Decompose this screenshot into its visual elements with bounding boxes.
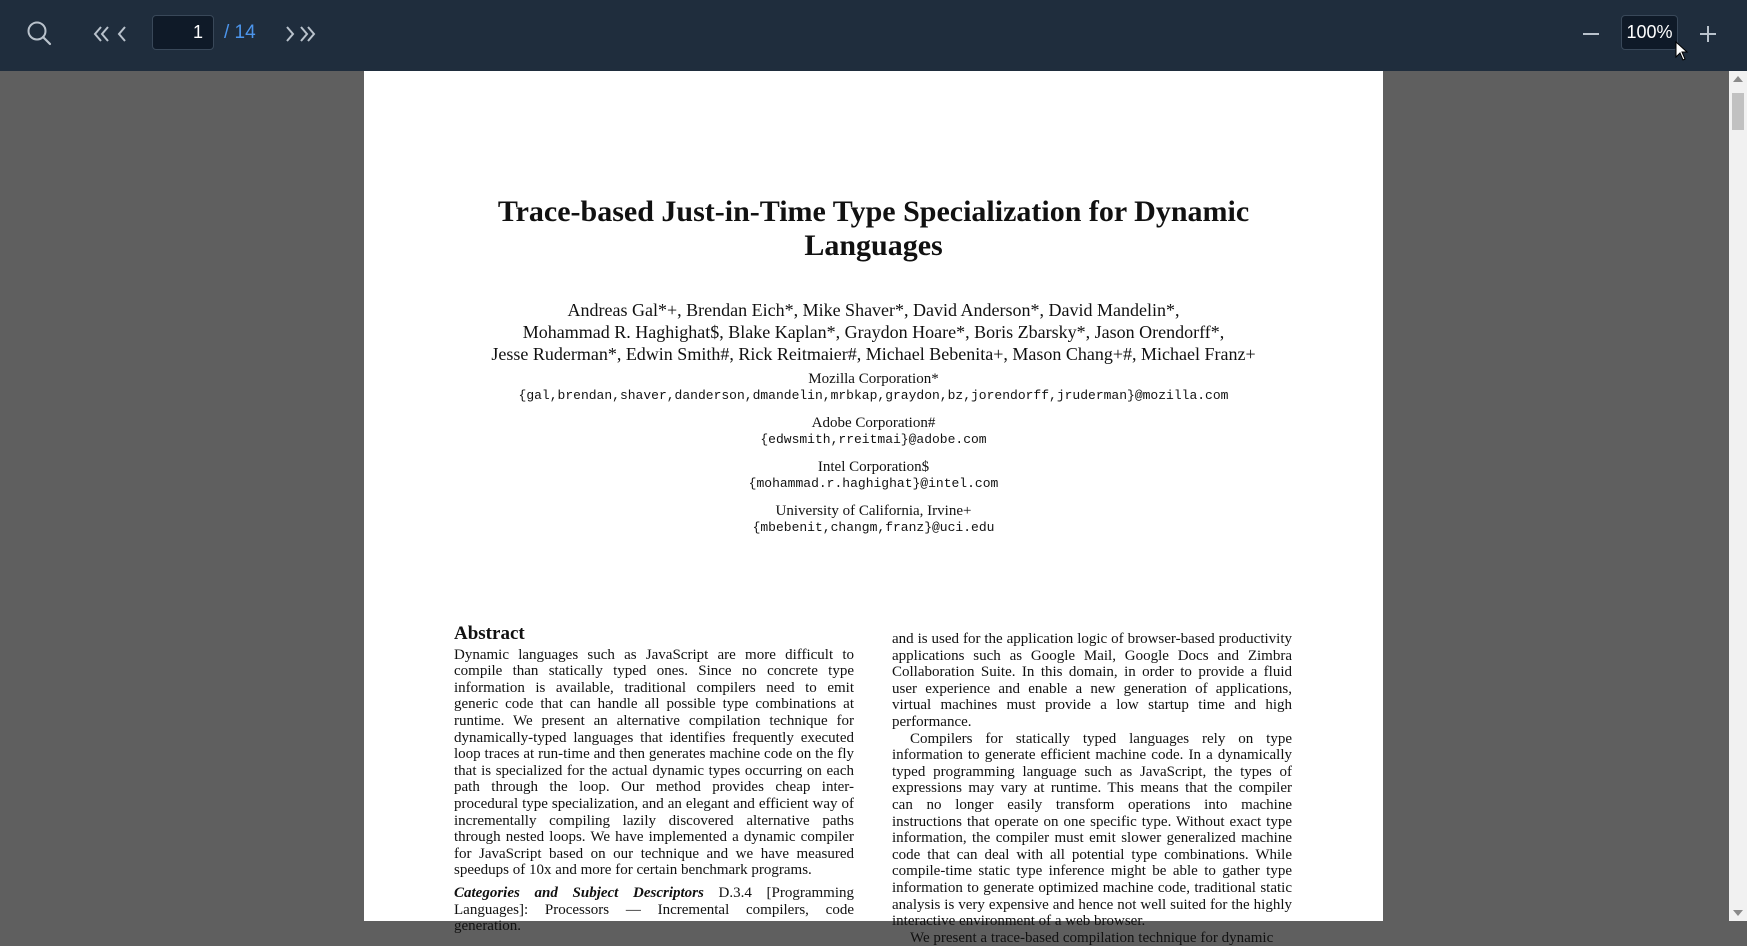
affiliation-intel — [364, 458, 1383, 491]
affiliation-email: {edwsmith,rreitmai}@adobe.com — [760, 432, 987, 447]
affiliation-name: University of California, Irvine+ — [775, 503, 972, 519]
intro-paragraph: and is used for the application logic of browser-based productivity applications such as Google Mail, Google Docs and Zimbra Collaboration Suite. In this domain, in order to provide a fluid user experience and enable a new generation of applications, virtual machines must provide a low startup time and high performance. — [892, 631, 1292, 730]
author-list — [364, 299, 1383, 365]
zoom-in-icon[interactable] — [1694, 20, 1722, 48]
vertical-scrollbar[interactable] — [1729, 71, 1747, 921]
affiliation-email: {mohammad.r.haghighat}@intel.com — [748, 476, 999, 491]
title-line-2: Languages — [804, 229, 943, 262]
page-number-input[interactable] — [152, 15, 214, 50]
scrollbar-thumb[interactable] — [1732, 93, 1744, 130]
search-icon[interactable] — [22, 16, 58, 52]
intro-paragraph: We present a trace-based compilation technique for dynamic — [910, 929, 1274, 946]
categories-text: D.3.4 [Programming Languages]: Processors — Incremental compilers, code generation. — [454, 884, 855, 935]
scroll-up-arrow-icon[interactable] — [1733, 76, 1743, 82]
affiliation-name: Mozilla Corporation* — [808, 371, 939, 387]
zoom-level-field[interactable]: 100% — [1621, 15, 1678, 50]
pdf-page — [364, 71, 1383, 946]
first-page-icon[interactable] — [91, 22, 113, 46]
authors-line: Jesse Ruderman*, Edwin Smith#, Rick Reitmaier#, Michael Bebenita+, Mason Chang+#, Michael Franz+ — [491, 344, 1256, 364]
affiliation-adobe — [364, 414, 1383, 447]
title-line-1: Trace-based Just-in-Time Type Specialization for Dynamic — [497, 195, 1250, 228]
affiliation-email: {mbebenit,changm,franz}@uci.edu — [752, 520, 995, 535]
zoom-out-icon[interactable] — [1577, 20, 1605, 48]
right-column — [892, 631, 1292, 946]
categories-label: Categories and Subject Descriptors — [454, 884, 704, 901]
last-page-icon[interactable] — [296, 22, 318, 46]
abstract-text: Dynamic languages such as JavaScript are more difficult to compile than statically typed ones. Since no concrete type information is available, traditional compilers need to emit generic code that can handle all possible type combinations at runtime. We present an alternative compilation technique for dynamically-typed languages that identifies frequently executed loop traces at run-time and then generates machine code on the fly that is specialized for the actual dynamic types occurring on each path through the loop. Our method provides cheap inter-procedural type specialization, and an elegant and efficient way of incrementally compiling lazily discovered alternative paths through nested loops. We have implemented a dynamic compiler for JavaScript based on our technique and we have measured speedups of 10x and more for certain benchmark programs. — [454, 646, 854, 879]
affiliation-name: Intel Corporation$ — [817, 459, 930, 475]
mouse-cursor-icon — [1675, 41, 1689, 66]
previous-page-icon[interactable] — [111, 22, 133, 46]
paper-title — [364, 195, 1383, 263]
intro-paragraph: Compilers for statically typed languages rely on type information to generate efficient machine code. In a dynamically typed programming language such as JavaScript, the types of expressions may vary at runtime. This means that the compiler can no longer easily transform operations into machine instructions that operate on one specific type. Without exact type information, the compiler must emit slower generalized machine code that can deal with all potential type combinations. While compile-time static type inference might be able to gather type information to generate optimized machine code, traditional static analysis is very expensive and hence not well suited for the highly interactive environment of a web browser. — [892, 730, 1292, 930]
affiliation-mozilla — [364, 370, 1383, 403]
scroll-down-arrow-icon[interactable] — [1733, 910, 1743, 916]
categories-paragraph — [454, 885, 854, 935]
affiliation-uci — [364, 502, 1383, 535]
pdf-toolbar — [0, 0, 1747, 71]
abstract-heading: Abstract — [454, 623, 525, 644]
affiliation-name: Adobe Corporation# — [811, 415, 936, 431]
page-total: / 14 — [224, 22, 256, 43]
affiliation-email: {gal,brendan,shaver,danderson,dmandelin,mrbkap,graydon,bz,jorendorff,jruderman}@mozilla.com — [518, 388, 1229, 403]
authors-line: Mohammad R. Haghighat$, Blake Kaplan*, Graydon Hoare*, Boris Zbarsky*, Jason Orendorff*, — [522, 322, 1225, 342]
left-column — [454, 623, 855, 935]
authors-line: Andreas Gal*+, Brendan Eich*, Mike Shaver*, David Anderson*, David Mandelin*, — [567, 300, 1180, 320]
